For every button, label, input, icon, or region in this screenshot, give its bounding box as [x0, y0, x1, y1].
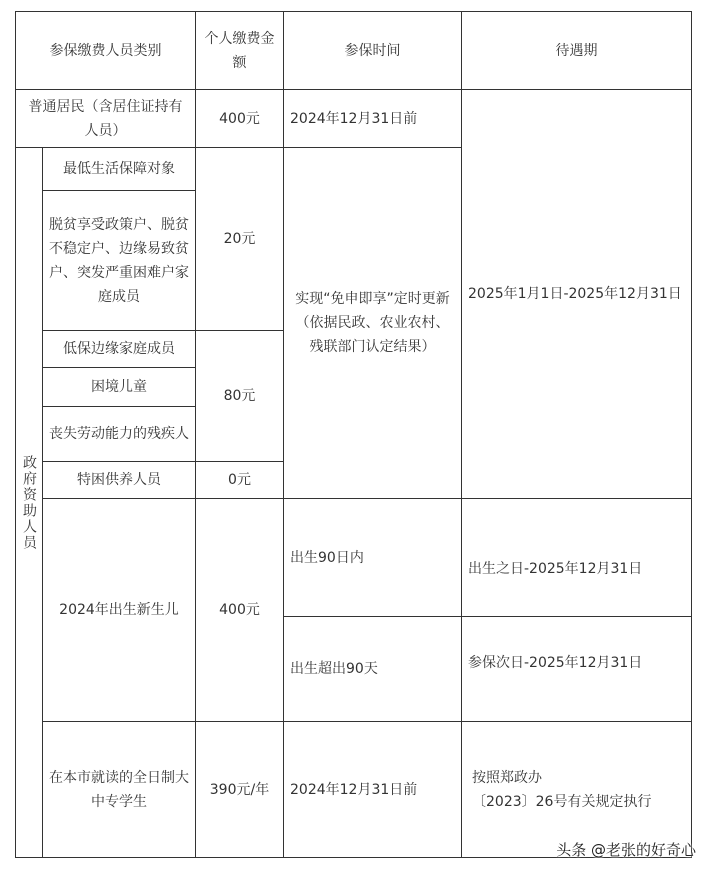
watermark: 头条 @老张的好奇心	[556, 841, 696, 859]
gov-group-label: 政府资助人员	[21, 454, 37, 551]
gov-item-min-living: 最低生活保障对象	[63, 161, 175, 177]
gov-fee-80: 80元	[223, 388, 256, 404]
newborn-within-90: 出生90日内	[290, 549, 364, 566]
student-fee: 390元/年	[209, 781, 270, 798]
student-category: 在本市就读的全日制大中专学生	[49, 769, 189, 810]
gov-item-hardship-children: 困境儿童	[91, 379, 147, 395]
main-benefit-period: 2025年1月1日-2025年12月31日	[468, 286, 682, 302]
newborn-over-90-period: 参保次日-2025年12月31日	[468, 655, 643, 671]
gov-fee-0: 0元	[228, 472, 251, 488]
gov-item-low-margin: 低保边缘家庭成员	[63, 341, 175, 357]
student-enroll-time: 2024年12月31日前	[290, 781, 418, 798]
ordinary-fee: 400元	[219, 110, 260, 127]
gov-item-poverty: 脱贫享受政策户、脱贫不稳定户、边缘易致贫户、突发严重困难户家庭成员	[49, 216, 189, 305]
newborn-category: 2024年出生新生儿	[59, 602, 179, 618]
header-enroll-time: 参保时间	[344, 42, 401, 59]
gov-fee-20: 20元	[223, 231, 256, 247]
header-benefit-period: 待遇期	[555, 42, 598, 59]
newborn-fee: 400元	[219, 602, 260, 618]
ordinary-category: 普通居民（含居住证持有人员）	[28, 98, 183, 139]
student-benefit-period: 按照郑政办 〔2023〕26号有关规定执行	[472, 769, 652, 810]
gov-item-disabled: 丧失劳动能力的残疾人	[49, 426, 189, 442]
header-category: 参保缴费人员类别	[49, 42, 162, 59]
ordinary-enroll-time: 2024年12月31日前	[290, 110, 418, 127]
newborn-within-90-period: 出生之日-2025年12月31日	[468, 561, 643, 577]
gov-item-special-support: 特困供养人员	[77, 472, 161, 488]
newborn-over-90: 出生超出90天	[290, 661, 378, 677]
header-fee: 个人缴费金额	[204, 30, 275, 71]
gov-enroll-time: 实现“免申即享”定时更新（依据民政、农业农村、残联部门认定结果）	[295, 291, 450, 355]
